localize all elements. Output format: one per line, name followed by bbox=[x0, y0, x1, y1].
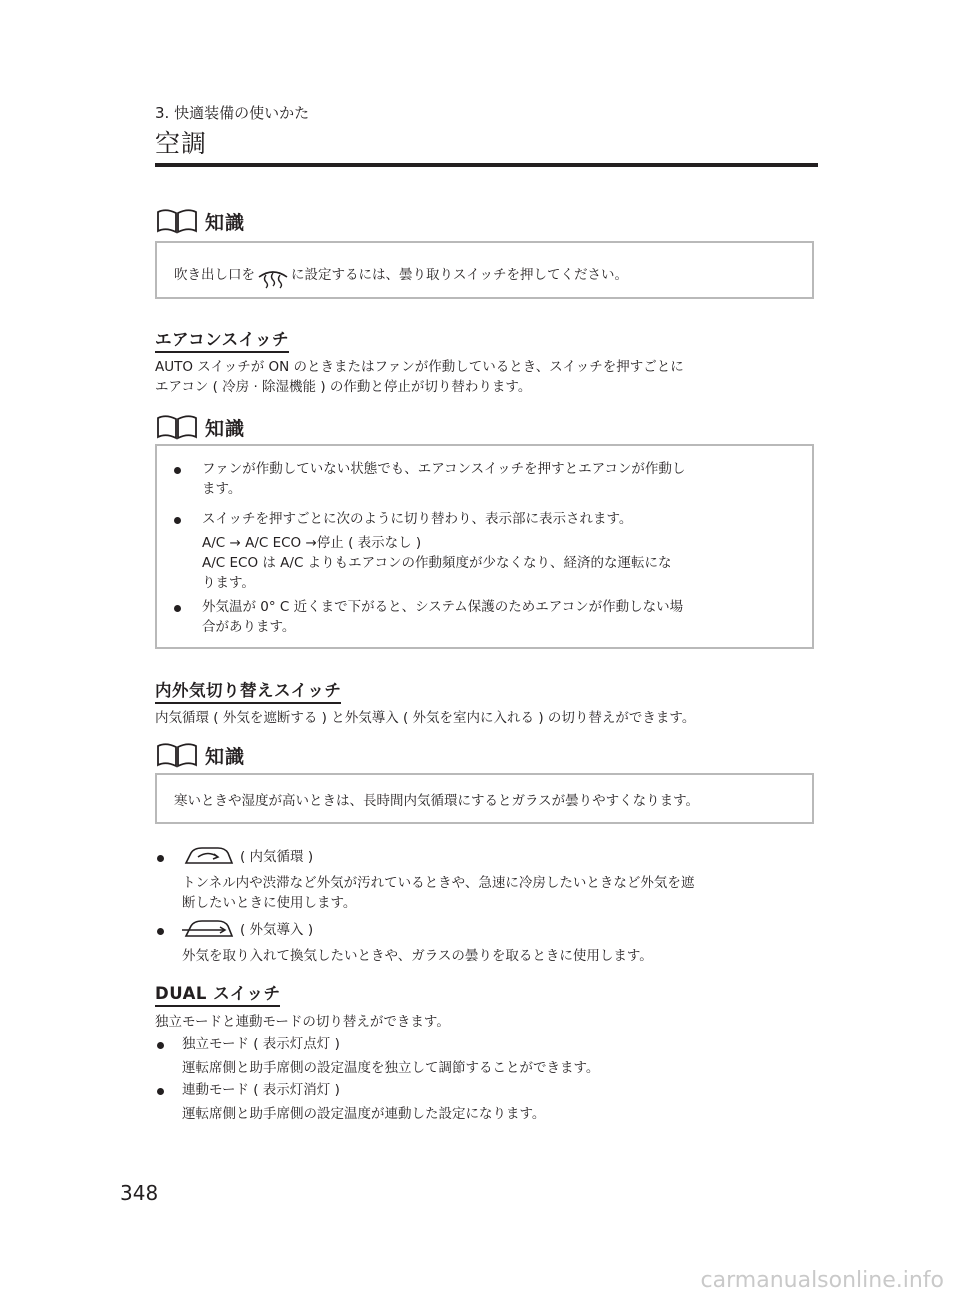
knowledge-heading bbox=[155, 741, 245, 769]
bullet-dot bbox=[174, 605, 181, 612]
title-rule bbox=[155, 163, 818, 167]
book-icon bbox=[155, 207, 199, 235]
recirc-line-1: 内気循環 ( 外気を遮断する ) と外気導入 ( 外気を室内に入れる ) の切り替えができます。 bbox=[155, 710, 696, 726]
fresh-air-item-text: 外気を取り入れて換気したいときや、ガラスの曇りを取るときに使用します。 bbox=[182, 948, 653, 964]
knowledge-label: 知識 bbox=[205, 745, 246, 768]
bullet-dot bbox=[157, 928, 164, 935]
list-item: 外気温が 0° C 近くまで下がると、システム保護のためエアコンが作動しない場 合があります。 bbox=[202, 599, 684, 635]
dual-item-title: 連動モード ( 表示灯消灯 ) bbox=[182, 1082, 340, 1098]
knowledge-text bbox=[174, 261, 628, 289]
list-item: ファンが作動していない状態でも、エアコンスイッチを押すとエアコンが作動し ます。 bbox=[202, 461, 686, 497]
knowledge-text: 寒いときや湿度が高いときは、長時間内気循環にするとガラスが曇りやすくなります。 bbox=[174, 793, 700, 809]
list-item: スイッチを押すごとに次のように切り替わり、表示部に表示されます。 A/C → A/C ECO →停止 ( 表示なし ) A/C ECO は A/C よりもエアコンの作動頻度が少なくなり、経済的な運転にな ります。 bbox=[202, 511, 672, 591]
watermark: carmanualsonline.info bbox=[700, 1268, 944, 1293]
page-title: 空調 bbox=[155, 129, 208, 158]
knowledge-box bbox=[155, 773, 814, 824]
bullet-dot bbox=[174, 517, 181, 524]
page-number: 348 bbox=[120, 1181, 159, 1205]
recirc-item-text: トンネル内や渋滞など外気が汚れているときや、急速に冷房したいときなど外気を遮 bbox=[182, 875, 695, 891]
recirc-heading: 内外気切り替えスイッチ bbox=[155, 677, 341, 704]
knowledge-label: 知識 bbox=[205, 211, 246, 234]
aircon-line-2: エアコン ( 冷房 · 除湿機能 ) の作動と停止が切り替わります。 bbox=[155, 379, 532, 395]
note-text-before: 吹き出し口を bbox=[174, 267, 255, 283]
aircon-line-1: AUTO スイッチが ON のときまたはファンが作動しているとき、スイッチを押すごとに bbox=[155, 359, 684, 375]
dual-item-text: 運転席側と助手席側の設定温度が連動した設定になります。 bbox=[182, 1106, 546, 1122]
recirculation-icon bbox=[180, 843, 238, 871]
dual-line-1: 独立モードと連動モードの切り替えができます。 bbox=[155, 1014, 450, 1030]
bullet-dot bbox=[157, 1088, 164, 1095]
bullet-dot bbox=[157, 855, 164, 862]
dual-item-text: 運転席側と助手席側の設定温度を独立して調節することができます。 bbox=[182, 1060, 600, 1076]
dual-heading: DUAL スイッチ bbox=[155, 980, 280, 1007]
recirc-item-label: ( 内気循環 ) bbox=[240, 849, 314, 865]
bullet-dot bbox=[157, 1042, 164, 1049]
dual-item-title: 独立モード ( 表示灯点灯 ) bbox=[182, 1036, 340, 1052]
knowledge-heading bbox=[155, 207, 245, 235]
knowledge-label: 知識 bbox=[205, 417, 246, 440]
aircon-heading: エアコンスイッチ bbox=[155, 326, 289, 353]
defroster-icon bbox=[256, 261, 290, 289]
book-icon bbox=[155, 413, 199, 441]
fresh-air-icon bbox=[180, 916, 238, 944]
knowledge-heading bbox=[155, 413, 245, 441]
fresh-air-item-label: ( 外気導入 ) bbox=[240, 922, 314, 938]
recirc-item-text: 断したいときに使用します。 bbox=[182, 895, 357, 911]
book-icon bbox=[155, 741, 199, 769]
knowledge-box bbox=[155, 241, 814, 299]
note-text-after: に設定するには、曇り取りスイッチを押してください。 bbox=[291, 267, 628, 283]
knowledge-box bbox=[155, 444, 814, 649]
bullet-dot bbox=[174, 467, 181, 474]
breadcrumb: 3. 快適装備の使いかた bbox=[155, 104, 310, 122]
